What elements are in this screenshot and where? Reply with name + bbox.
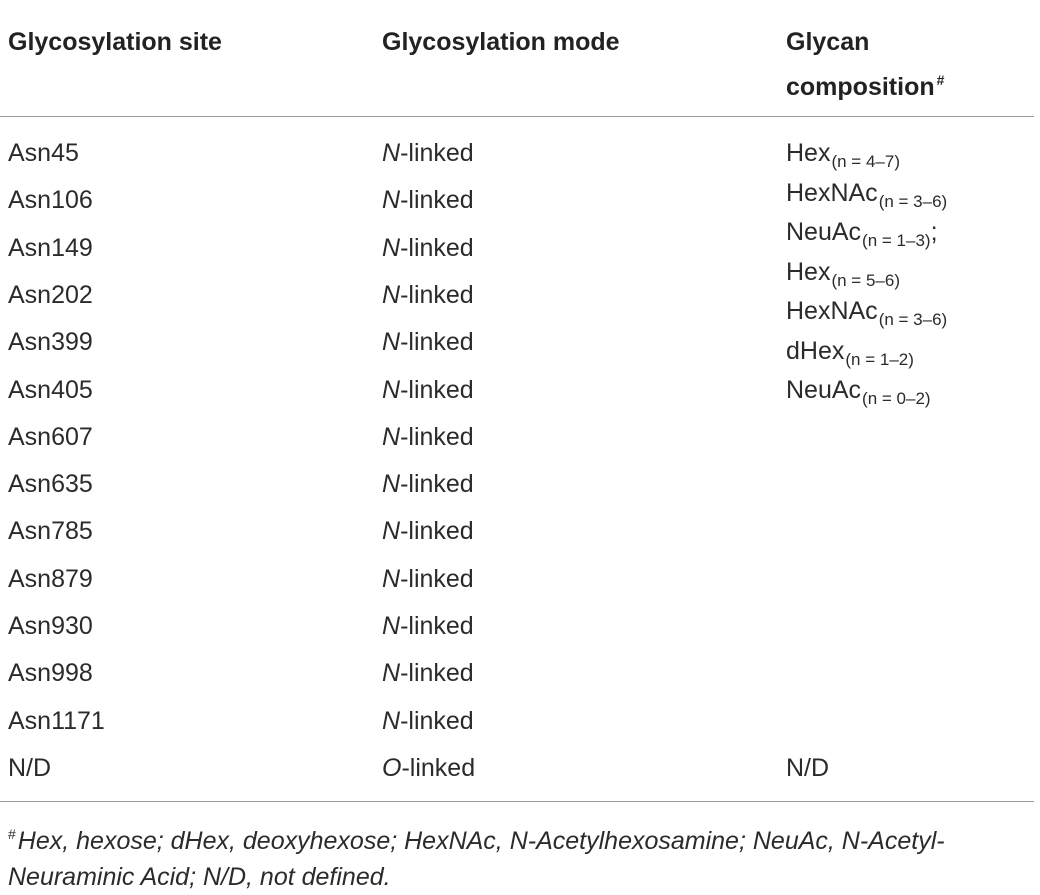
row-mode-prefix: N (382, 281, 401, 309)
row-mode-prefix: N (382, 707, 401, 735)
composition-residue: HexNAc (786, 179, 878, 207)
row-mode (382, 185, 474, 215)
row-mode (382, 516, 474, 546)
row-mode (382, 706, 474, 736)
composition-range: (n = 4–7) (831, 152, 900, 171)
row-site: N/D (8, 754, 52, 782)
row-site: Asn405 (8, 376, 93, 404)
row-mode (382, 422, 474, 452)
row-site: Asn635 (8, 470, 93, 498)
row-mode-prefix: N (382, 612, 401, 640)
row-site: Asn785 (8, 517, 93, 545)
header-glycan-composition-line2: composition (786, 73, 935, 101)
composition-range: (n = 3–6) (878, 310, 948, 329)
row-mode-suffix: -linked (400, 470, 474, 498)
row-mode (382, 327, 474, 357)
row-site: Asn930 (8, 612, 93, 640)
row-site: Asn399 (8, 328, 93, 356)
row-mode-suffix: -linked (400, 659, 474, 687)
row-mode-suffix: -linked (400, 234, 474, 262)
composition-line (786, 178, 947, 211)
composition-line (786, 296, 947, 329)
row-site: Asn879 (8, 565, 93, 593)
row-site: Asn106 (8, 186, 93, 214)
row-mode-prefix: N (382, 659, 401, 687)
row-mode-suffix: -linked (400, 565, 474, 593)
row-mode (382, 138, 474, 168)
row-mode-prefix: N (382, 139, 401, 167)
row-mode-suffix: -linked (400, 612, 474, 640)
composition-residue: dHex (786, 337, 845, 365)
composition-line (786, 217, 938, 250)
row-mode (382, 280, 474, 310)
row-mode (382, 611, 474, 641)
composition-line (786, 375, 931, 408)
row-mode-prefix: N (382, 328, 401, 356)
row-site: Asn149 (8, 234, 93, 262)
row-mode-suffix: -linked (400, 423, 474, 451)
composition-suffix: ; (930, 218, 938, 246)
header-glycan-composition (786, 23, 944, 106)
row-mode-suffix: -linked (400, 517, 474, 545)
row-mode (382, 753, 475, 783)
row-mode (382, 658, 474, 688)
composition-range: (n = 1–2) (845, 350, 914, 369)
o-linked-composition: N/D (786, 754, 830, 782)
footnote-text: Hex, hexose; dHex, deoxyhexose; HexNAc, N-Acetylhexosamine; NeuAc, N-Acetyl-Neuraminic Acid; N/D, not defined. (8, 827, 945, 891)
header-glycan-composition-line1: Glycan (786, 28, 870, 56)
row-site: Asn202 (8, 281, 93, 309)
composition-line (786, 138, 900, 171)
composition-line (786, 336, 914, 369)
row-mode-prefix: N (382, 423, 401, 451)
row-mode-prefix: N (382, 565, 401, 593)
header-glycosylation-site: Glycosylation site (8, 28, 222, 56)
table-footnote (8, 816, 1034, 895)
composition-range: (n = 1–3) (862, 231, 931, 250)
composition-residue: HexNAc (786, 297, 878, 325)
composition-range: (n = 3–6) (878, 192, 948, 211)
row-mode-prefix: N (382, 470, 401, 498)
row-site: Asn1171 (8, 707, 105, 735)
row-mode-suffix: -linked (401, 754, 476, 782)
row-mode-prefix: N (382, 376, 401, 404)
composition-line (786, 257, 900, 290)
header-rule (0, 116, 1034, 117)
row-mode-suffix: -linked (400, 186, 474, 214)
header-footnote-mark: # (936, 72, 945, 88)
row-mode (382, 375, 474, 405)
row-mode-prefix: N (382, 234, 401, 262)
row-mode-suffix: -linked (400, 328, 474, 356)
composition-range: (n = 5–6) (831, 271, 900, 290)
row-mode (382, 564, 474, 594)
header-glycosylation-mode: Glycosylation mode (382, 28, 620, 56)
footer-rule (0, 801, 1034, 802)
row-mode-suffix: -linked (400, 376, 474, 404)
row-site: Asn998 (8, 659, 93, 687)
row-site: Asn45 (8, 139, 79, 167)
composition-range: (n = 0–2) (862, 389, 931, 408)
composition-residue: NeuAc (786, 376, 862, 404)
row-site: Asn607 (8, 423, 93, 451)
composition-residue: Hex (786, 139, 831, 167)
composition-residue: Hex (786, 258, 831, 286)
row-mode-suffix: -linked (400, 139, 474, 167)
row-mode-suffix: -linked (400, 281, 474, 309)
row-mode-prefix: O (382, 754, 402, 782)
row-mode-suffix: -linked (400, 707, 474, 735)
row-mode-prefix: N (382, 186, 401, 214)
composition-residue: NeuAc (786, 218, 862, 246)
row-mode (382, 233, 474, 263)
footnote-mark: # (8, 826, 16, 842)
row-mode-prefix: N (382, 517, 401, 545)
row-mode (382, 469, 474, 499)
